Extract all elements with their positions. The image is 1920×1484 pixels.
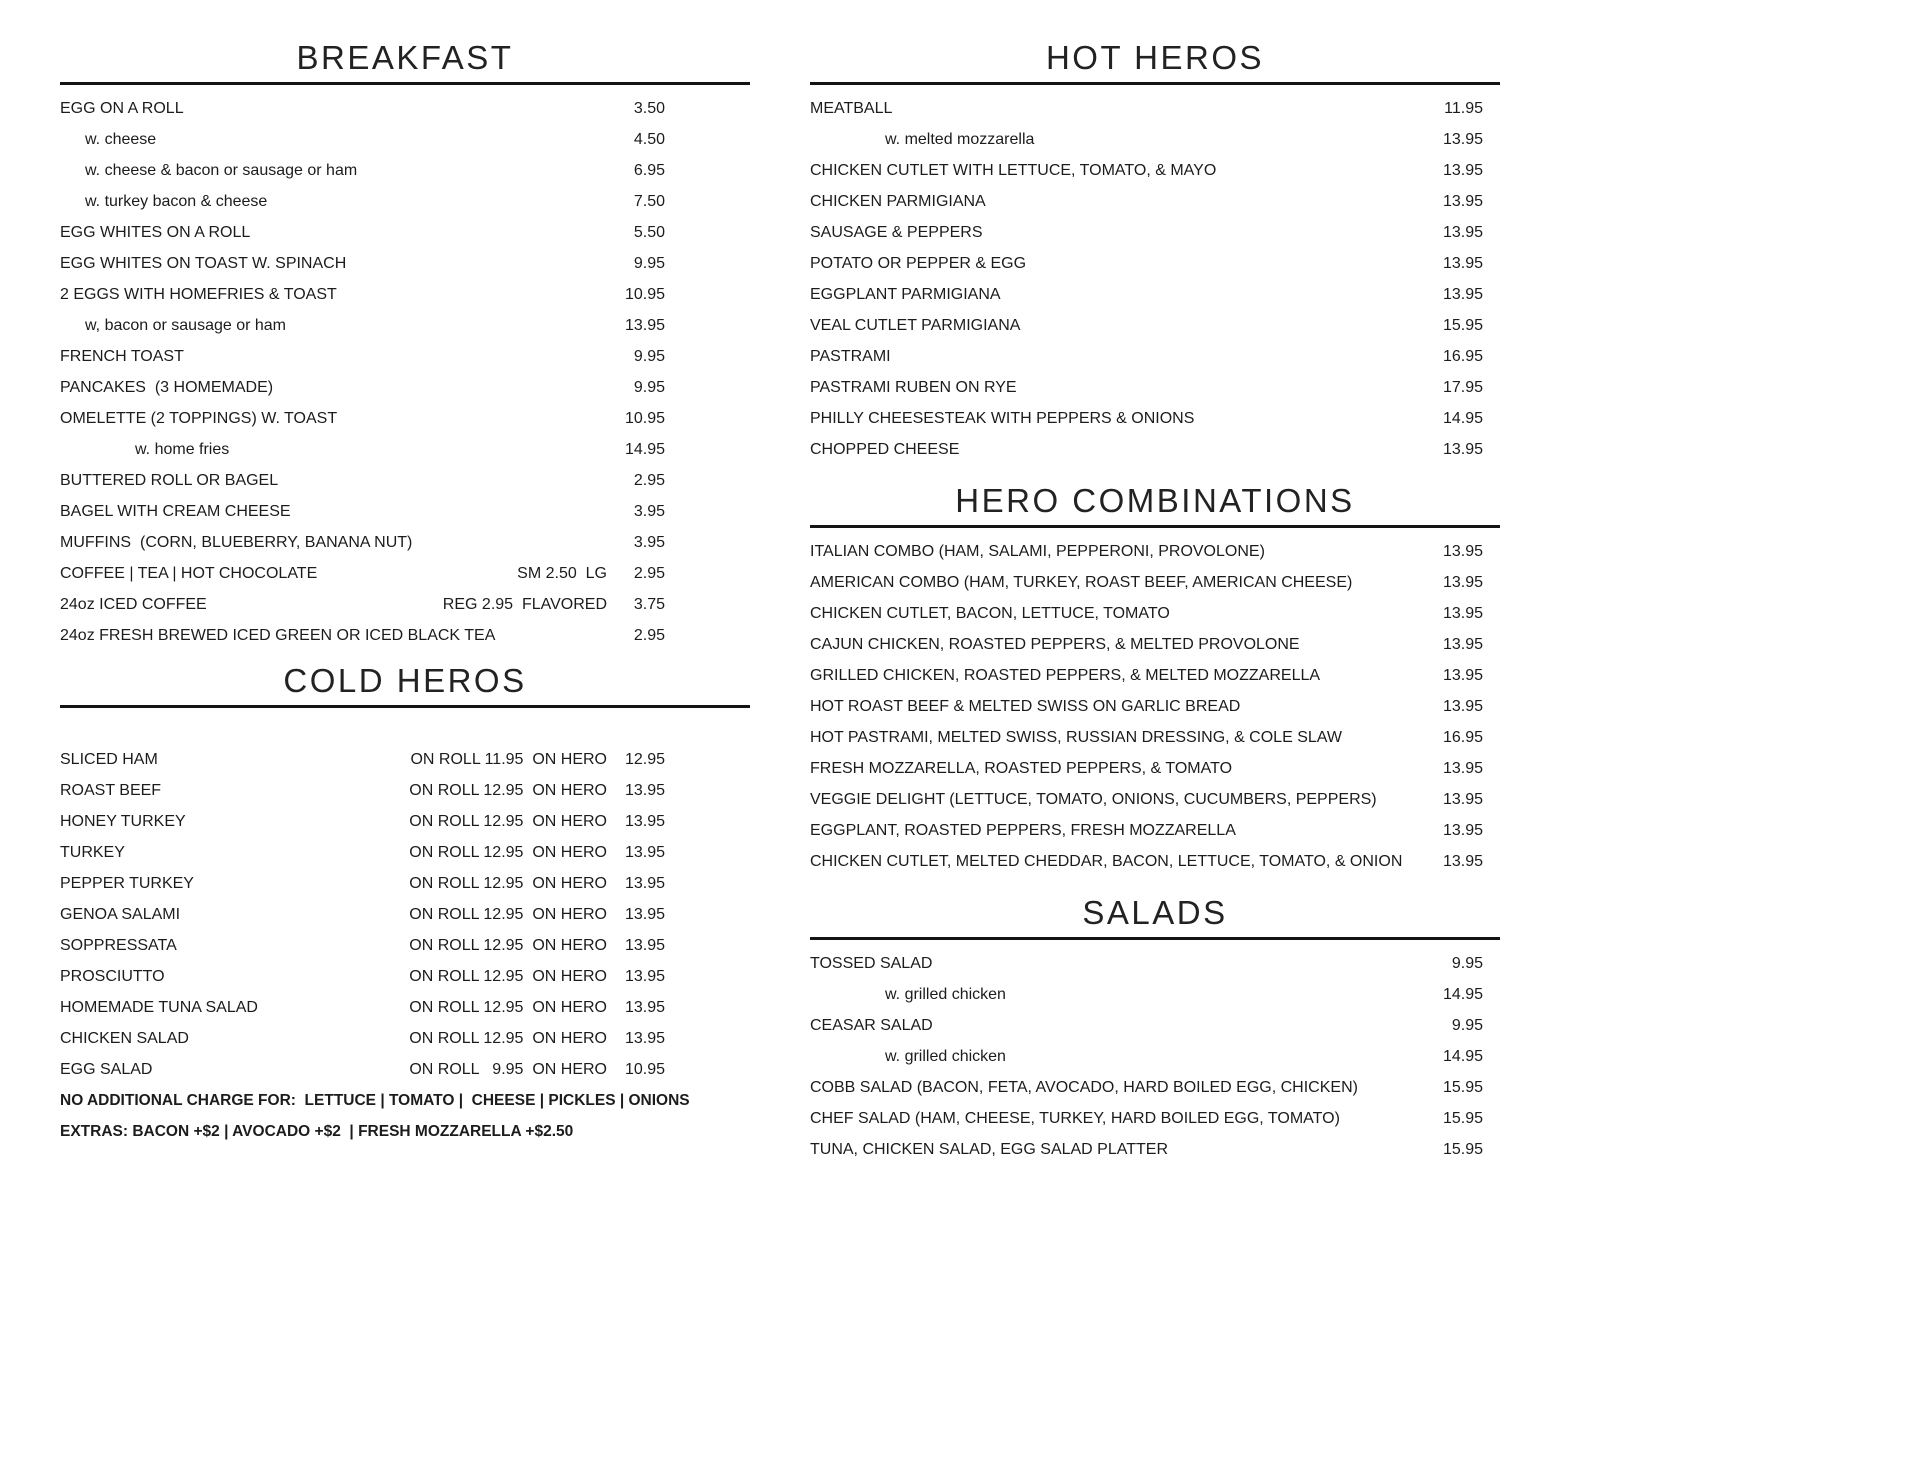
menu-item-label: BUTTERED ROLL OR BAGEL xyxy=(60,471,279,489)
menu-item-price: 13.95 xyxy=(624,316,665,334)
menu-item-label: PANCAKES (3 HOMEMADE) xyxy=(60,378,274,396)
menu-item xyxy=(60,744,750,775)
menu-item-price: 13.95 xyxy=(1442,254,1483,272)
menu-item xyxy=(60,496,750,527)
menu-item xyxy=(810,629,1500,660)
menu-item-label: COFFEE | TEA | HOT CHOCOLATE xyxy=(60,564,318,582)
menu-item-price: 10.95 xyxy=(624,409,665,427)
menu-item-price: 6.95 xyxy=(633,161,665,179)
menu-item-label: VEAL CUTLET PARMIGIANA xyxy=(810,316,1021,334)
section-salads xyxy=(810,891,1500,1165)
menu-item-label: CHICKEN SALAD xyxy=(60,1029,189,1047)
menu-item xyxy=(810,660,1500,691)
menu-item-price: 3.75 xyxy=(633,595,665,613)
menu-item-size-prices: ON ROLL 12.95 ON HERO xyxy=(409,843,607,861)
menu-items-breakfast xyxy=(60,93,750,651)
menu-item-label: CHICKEN CUTLET WITH LETTUCE, TOMATO, & MAYO xyxy=(810,161,1217,179)
menu-item-price: 13.95 xyxy=(1442,852,1483,870)
menu-item-price: 5.50 xyxy=(633,223,665,241)
menu-item xyxy=(810,979,1500,1010)
menu-item-price: 9.95 xyxy=(633,254,665,272)
menu-item-label: HOMEMADE TUNA SALAD xyxy=(60,998,258,1016)
menu-item xyxy=(810,248,1500,279)
menu-item-label: ROAST BEEF xyxy=(60,781,162,799)
section-breakfast xyxy=(60,36,750,651)
section-rule xyxy=(60,705,750,708)
menu-item xyxy=(810,1041,1500,1072)
section-title-cold-heros: COLD HEROS xyxy=(283,662,527,699)
menu-item-label: FRESH MOZZARELLA, ROASTED PEPPERS, & TOMATO xyxy=(810,759,1233,777)
menu-item xyxy=(810,124,1500,155)
menu-item xyxy=(810,279,1500,310)
section-rule xyxy=(60,82,750,85)
menu-item-price: 13.95 xyxy=(1442,790,1483,808)
menu-item-price: 3.50 xyxy=(633,99,665,117)
menu-item-size-prices: SM 2.50 LG xyxy=(517,564,607,582)
menu-item-price: 13.95 xyxy=(624,874,665,892)
menu-item-label: FRENCH TOAST xyxy=(60,347,184,365)
section-cold-heros xyxy=(60,659,750,1147)
menu-item-label: w. grilled chicken xyxy=(885,1047,1006,1065)
menu-item-label: GRILLED CHICKEN, ROASTED PEPPERS, & MELTED MOZZARELLA xyxy=(810,666,1321,684)
menu-item-label: w, bacon or sausage or ham xyxy=(85,316,287,334)
menu-item-price: 13.95 xyxy=(1442,573,1483,591)
menu-item-label: EGG WHITES ON A ROLL xyxy=(60,223,251,241)
menu-item xyxy=(60,589,750,620)
menu-item-label: CAJUN CHICKEN, ROASTED PEPPERS, & MELTED PROVOLONE xyxy=(810,635,1300,653)
menu-item xyxy=(60,155,750,186)
menu-item xyxy=(810,691,1500,722)
menu-item-price: 14.95 xyxy=(1442,1047,1483,1065)
menu-item-label: w. cheese xyxy=(85,130,157,148)
menu-item xyxy=(60,837,750,868)
menu-item xyxy=(60,775,750,806)
menu-item xyxy=(60,341,750,372)
menu-item xyxy=(810,722,1500,753)
menu-item-label: EGG WHITES ON TOAST W. SPINACH xyxy=(60,254,347,272)
menu-item-price: 16.95 xyxy=(1442,728,1483,746)
menu-item xyxy=(60,403,750,434)
menu-item xyxy=(810,341,1500,372)
section-hero-combinations xyxy=(810,479,1500,877)
menu-item-price: 12.95 xyxy=(624,750,665,768)
menu-item-price: 13.95 xyxy=(624,905,665,923)
menu-item xyxy=(810,753,1500,784)
menu-item-label: CHICKEN PARMIGIANA xyxy=(810,192,986,210)
menu-item-price: 13.95 xyxy=(1442,759,1483,777)
menu-item-size-prices: ON ROLL 12.95 ON HERO xyxy=(409,781,607,799)
menu-item-label: PASTRAMI RUBEN ON RYE xyxy=(810,378,1017,396)
menu-item-label: HOT ROAST BEEF & MELTED SWISS ON GARLIC BREAD xyxy=(810,697,1241,715)
menu-item-label: SOPPRESSATA xyxy=(60,936,177,954)
section-rule xyxy=(810,82,1500,85)
menu-item-label: EGG SALAD xyxy=(60,1060,153,1078)
menu-item-price: 13.95 xyxy=(1442,635,1483,653)
menu-item xyxy=(60,186,750,217)
menu-item xyxy=(60,1023,750,1054)
menu-item-label: MEATBALL xyxy=(810,99,893,117)
menu-item-price: 15.95 xyxy=(1442,1140,1483,1158)
menu-item-label: 24oz ICED COFFEE xyxy=(60,595,207,613)
menu-item-label: OMELETTE (2 TOPPINGS) W. TOAST xyxy=(60,409,338,427)
menu-item-label: NO ADDITIONAL CHARGE FOR: LETTUCE | TOMATO | CHEESE | PICKLES | ONIONS xyxy=(60,1091,690,1109)
menu-item-label: 24oz FRESH BREWED ICED GREEN OR ICED BLACK TEA xyxy=(60,626,496,644)
menu-item-price: 13.95 xyxy=(1442,192,1483,210)
section-title-hot-heros: HOT HEROS xyxy=(1045,39,1265,76)
menu-item-price: 7.50 xyxy=(633,192,665,210)
menu-item xyxy=(60,93,750,124)
menu-item xyxy=(810,434,1500,465)
menu-item-label: PEPPER TURKEY xyxy=(60,874,194,892)
menu-item-size-prices: ON ROLL 12.95 ON HERO xyxy=(409,905,607,923)
menu-item xyxy=(60,248,750,279)
menu-item xyxy=(60,899,750,930)
menu-item xyxy=(60,465,750,496)
menu-item xyxy=(60,1054,750,1085)
section-title-breakfast: BREAKFAST xyxy=(296,39,514,76)
menu-item xyxy=(60,558,750,589)
menu-item xyxy=(810,1103,1500,1134)
menu-item-price: 13.95 xyxy=(1442,130,1483,148)
menu-item xyxy=(60,961,750,992)
menu-item xyxy=(60,620,750,651)
menu-item-price: 16.95 xyxy=(1442,347,1483,365)
menu-item-label: AMERICAN COMBO (HAM, TURKEY, ROAST BEEF, AMERICAN CHEESE) xyxy=(810,573,1353,591)
menu-item-price: 9.95 xyxy=(633,347,665,365)
menu-item-price: 11.95 xyxy=(1444,99,1483,117)
menu-item-size-prices: ON ROLL 12.95 ON HERO xyxy=(409,998,607,1016)
menu-item xyxy=(810,846,1500,877)
menu-item-price: 13.95 xyxy=(1442,604,1483,622)
menu-item-price: 13.95 xyxy=(1442,223,1483,241)
menu-item-label: CHICKEN CUTLET, MELTED CHEDDAR, BACON, LETTUCE, TOMATO, & ONION xyxy=(810,852,1403,870)
menu-item-price: 13.95 xyxy=(1442,542,1483,560)
menu-item-price: 3.95 xyxy=(633,502,665,520)
menu-item-price: 13.95 xyxy=(624,967,665,985)
menu-note xyxy=(60,1085,750,1116)
menu-item-label: TOSSED SALAD xyxy=(810,954,933,972)
menu-item xyxy=(810,536,1500,567)
menu-item-price: 13.95 xyxy=(1442,285,1483,303)
menu-item-label: TURKEY xyxy=(60,843,125,861)
menu-item xyxy=(810,372,1500,403)
menu-item-price: 15.95 xyxy=(1442,1109,1483,1127)
menu-item-size-prices: ON ROLL 12.95 ON HERO xyxy=(409,936,607,954)
menu-item xyxy=(810,1134,1500,1165)
menu-note xyxy=(60,1116,750,1147)
menu-item-price: 13.95 xyxy=(624,998,665,1016)
menu-item xyxy=(60,124,750,155)
menu-item-price: 13.95 xyxy=(624,936,665,954)
menu-item-label: HONEY TURKEY xyxy=(60,812,186,830)
menu-item xyxy=(60,930,750,961)
right-column xyxy=(810,36,1500,1165)
menu-item-price: 10.95 xyxy=(624,1060,665,1078)
section-rule xyxy=(810,937,1500,940)
menu-item xyxy=(60,310,750,341)
menu-item-label: HOT PASTRAMI, MELTED SWISS, RUSSIAN DRESSING, & COLE SLAW xyxy=(810,728,1342,746)
menu-item-price: 9.95 xyxy=(1451,954,1483,972)
menu-item-size-prices: ON ROLL 12.95 ON HERO xyxy=(409,967,607,985)
menu-item-price: 17.95 xyxy=(1442,378,1483,396)
menu-item-label: COBB SALAD (BACON, FETA, AVOCADO, HARD BOILED EGG, CHICKEN) xyxy=(810,1078,1358,1096)
menu-item xyxy=(810,948,1500,979)
menu-item-price: 9.95 xyxy=(1451,1016,1483,1034)
menu-item xyxy=(810,815,1500,846)
menu-item-label: SAUSAGE & PEPPERS xyxy=(810,223,983,241)
menu-item xyxy=(810,784,1500,815)
menu-item-price: 13.95 xyxy=(1442,666,1483,684)
menu-item-label: POTATO OR PEPPER & EGG xyxy=(810,254,1027,272)
menu-item-label: ITALIAN COMBO (HAM, SALAMI, PEPPERONI, PROVOLONE) xyxy=(810,542,1265,560)
menu-item-label: w. melted mozzarella xyxy=(885,130,1035,148)
menu-item xyxy=(810,186,1500,217)
menu-item-label: CHOPPED CHEESE xyxy=(810,440,960,458)
menu-item-label: 2 EGGS WITH HOMEFRIES & TOAST xyxy=(60,285,337,303)
menu-items-cold-heros xyxy=(60,744,750,1147)
section-title-hero-combinations: HERO COMBINATIONS xyxy=(955,482,1355,519)
menu-item-size-prices: ON ROLL 12.95 ON HERO xyxy=(409,1029,607,1047)
menu-item-size-prices: ON ROLL 9.95 ON HERO xyxy=(409,1060,607,1078)
menu-item xyxy=(810,403,1500,434)
menu-item-label: PROSCIUTTO xyxy=(60,967,165,985)
menu-item-label: BAGEL WITH CREAM CHEESE xyxy=(60,502,291,520)
menu-item-price: 9.95 xyxy=(633,378,665,396)
menu-item-label: GENOA SALAMI xyxy=(60,905,181,923)
menu-item-price: 14.95 xyxy=(1442,409,1483,427)
menu-item-label: w. home fries xyxy=(135,440,230,458)
menu-item-label: w. turkey bacon & cheese xyxy=(85,192,268,210)
menu-item-label: EXTRAS: BACON +$2 | AVOCADO +$2 | FRESH MOZZARELLA +$2.50 xyxy=(60,1122,574,1140)
menu-item xyxy=(810,1010,1500,1041)
section-title-salads: SALADS xyxy=(1082,894,1228,931)
menu-item xyxy=(810,310,1500,341)
menu-item xyxy=(60,434,750,465)
menu-item-label: w. grilled chicken xyxy=(885,985,1006,1003)
menu-item xyxy=(810,567,1500,598)
menu-item-label: EGGPLANT PARMIGIANA xyxy=(810,285,1001,303)
left-column xyxy=(60,36,750,1147)
menu-item-price: 14.95 xyxy=(1442,985,1483,1003)
menu-item-label: EGG ON A ROLL xyxy=(60,99,184,117)
menu-item-price: 10.95 xyxy=(624,285,665,303)
menu-item xyxy=(810,598,1500,629)
menu-item-label: VEGGIE DELIGHT (LETTUCE, TOMATO, ONIONS, CUCUMBERS, PEPPERS) xyxy=(810,790,1377,808)
menu-item-price: 13.95 xyxy=(1442,821,1483,839)
menu-items-hero-combinations xyxy=(810,536,1500,877)
menu-item xyxy=(60,992,750,1023)
menu-item-label: CEASAR SALAD xyxy=(810,1016,933,1034)
menu-items-hot-heros xyxy=(810,93,1500,465)
menu-item-size-prices: REG 2.95 FLAVORED xyxy=(442,595,607,613)
menu-item-label: w. cheese & bacon or sausage or ham xyxy=(85,161,358,179)
menu-item-price: 13.95 xyxy=(624,812,665,830)
menu-item-price: 13.95 xyxy=(1442,697,1483,715)
menu-item-price: 13.95 xyxy=(1442,161,1483,179)
menu-item-price: 15.95 xyxy=(1442,1078,1483,1096)
section-hot-heros xyxy=(810,36,1500,465)
menu-item-label: CHEF SALAD (HAM, CHEESE, TURKEY, HARD BOILED EGG, TOMATO) xyxy=(810,1109,1340,1127)
menu-item xyxy=(60,806,750,837)
menu-item-price: 13.95 xyxy=(624,843,665,861)
menu-item-price: 4.50 xyxy=(633,130,665,148)
menu-item-price: 13.95 xyxy=(624,1029,665,1047)
menu-item xyxy=(60,279,750,310)
menu-item-price: 2.95 xyxy=(633,471,665,489)
menu-item xyxy=(60,372,750,403)
menu-item xyxy=(810,93,1500,124)
menu-item xyxy=(810,217,1500,248)
menu-item xyxy=(60,868,750,899)
menu-items-salads xyxy=(810,948,1500,1165)
menu-item-size-prices: ON ROLL 12.95 ON HERO xyxy=(409,812,607,830)
menu-item-size-prices: ON ROLL 11.95 ON HERO xyxy=(410,750,607,768)
menu-item-label: CHICKEN CUTLET, BACON, LETTUCE, TOMATO xyxy=(810,604,1170,622)
menu-item-price: 14.95 xyxy=(624,440,665,458)
menu-item-price: 13.95 xyxy=(624,781,665,799)
menu-item-price: 13.95 xyxy=(1442,440,1483,458)
menu-item-label: PASTRAMI xyxy=(810,347,891,365)
menu-item-label: EGGPLANT, ROASTED PEPPERS, FRESH MOZZARELLA xyxy=(810,821,1236,839)
menu-item-label: SLICED HAM xyxy=(60,750,158,768)
menu-item-price: 2.95 xyxy=(633,564,665,582)
menu-item xyxy=(60,217,750,248)
menu-item xyxy=(810,155,1500,186)
menu-item-label: PHILLY CHEESESTEAK WITH PEPPERS & ONIONS xyxy=(810,409,1195,427)
menu-item-size-prices: ON ROLL 12.95 ON HERO xyxy=(409,874,607,892)
menu-item-price: 15.95 xyxy=(1442,316,1483,334)
menu-item-label: MUFFINS (CORN, BLUEBERRY, BANANA NUT) xyxy=(60,533,413,551)
menu-item xyxy=(810,1072,1500,1103)
menu-item-price: 2.95 xyxy=(633,626,665,644)
menu-item xyxy=(60,527,750,558)
menu-item-price: 3.95 xyxy=(633,533,665,551)
menu-item-label: TUNA, CHICKEN SALAD, EGG SALAD PLATTER xyxy=(810,1140,1169,1158)
section-rule xyxy=(810,525,1500,528)
